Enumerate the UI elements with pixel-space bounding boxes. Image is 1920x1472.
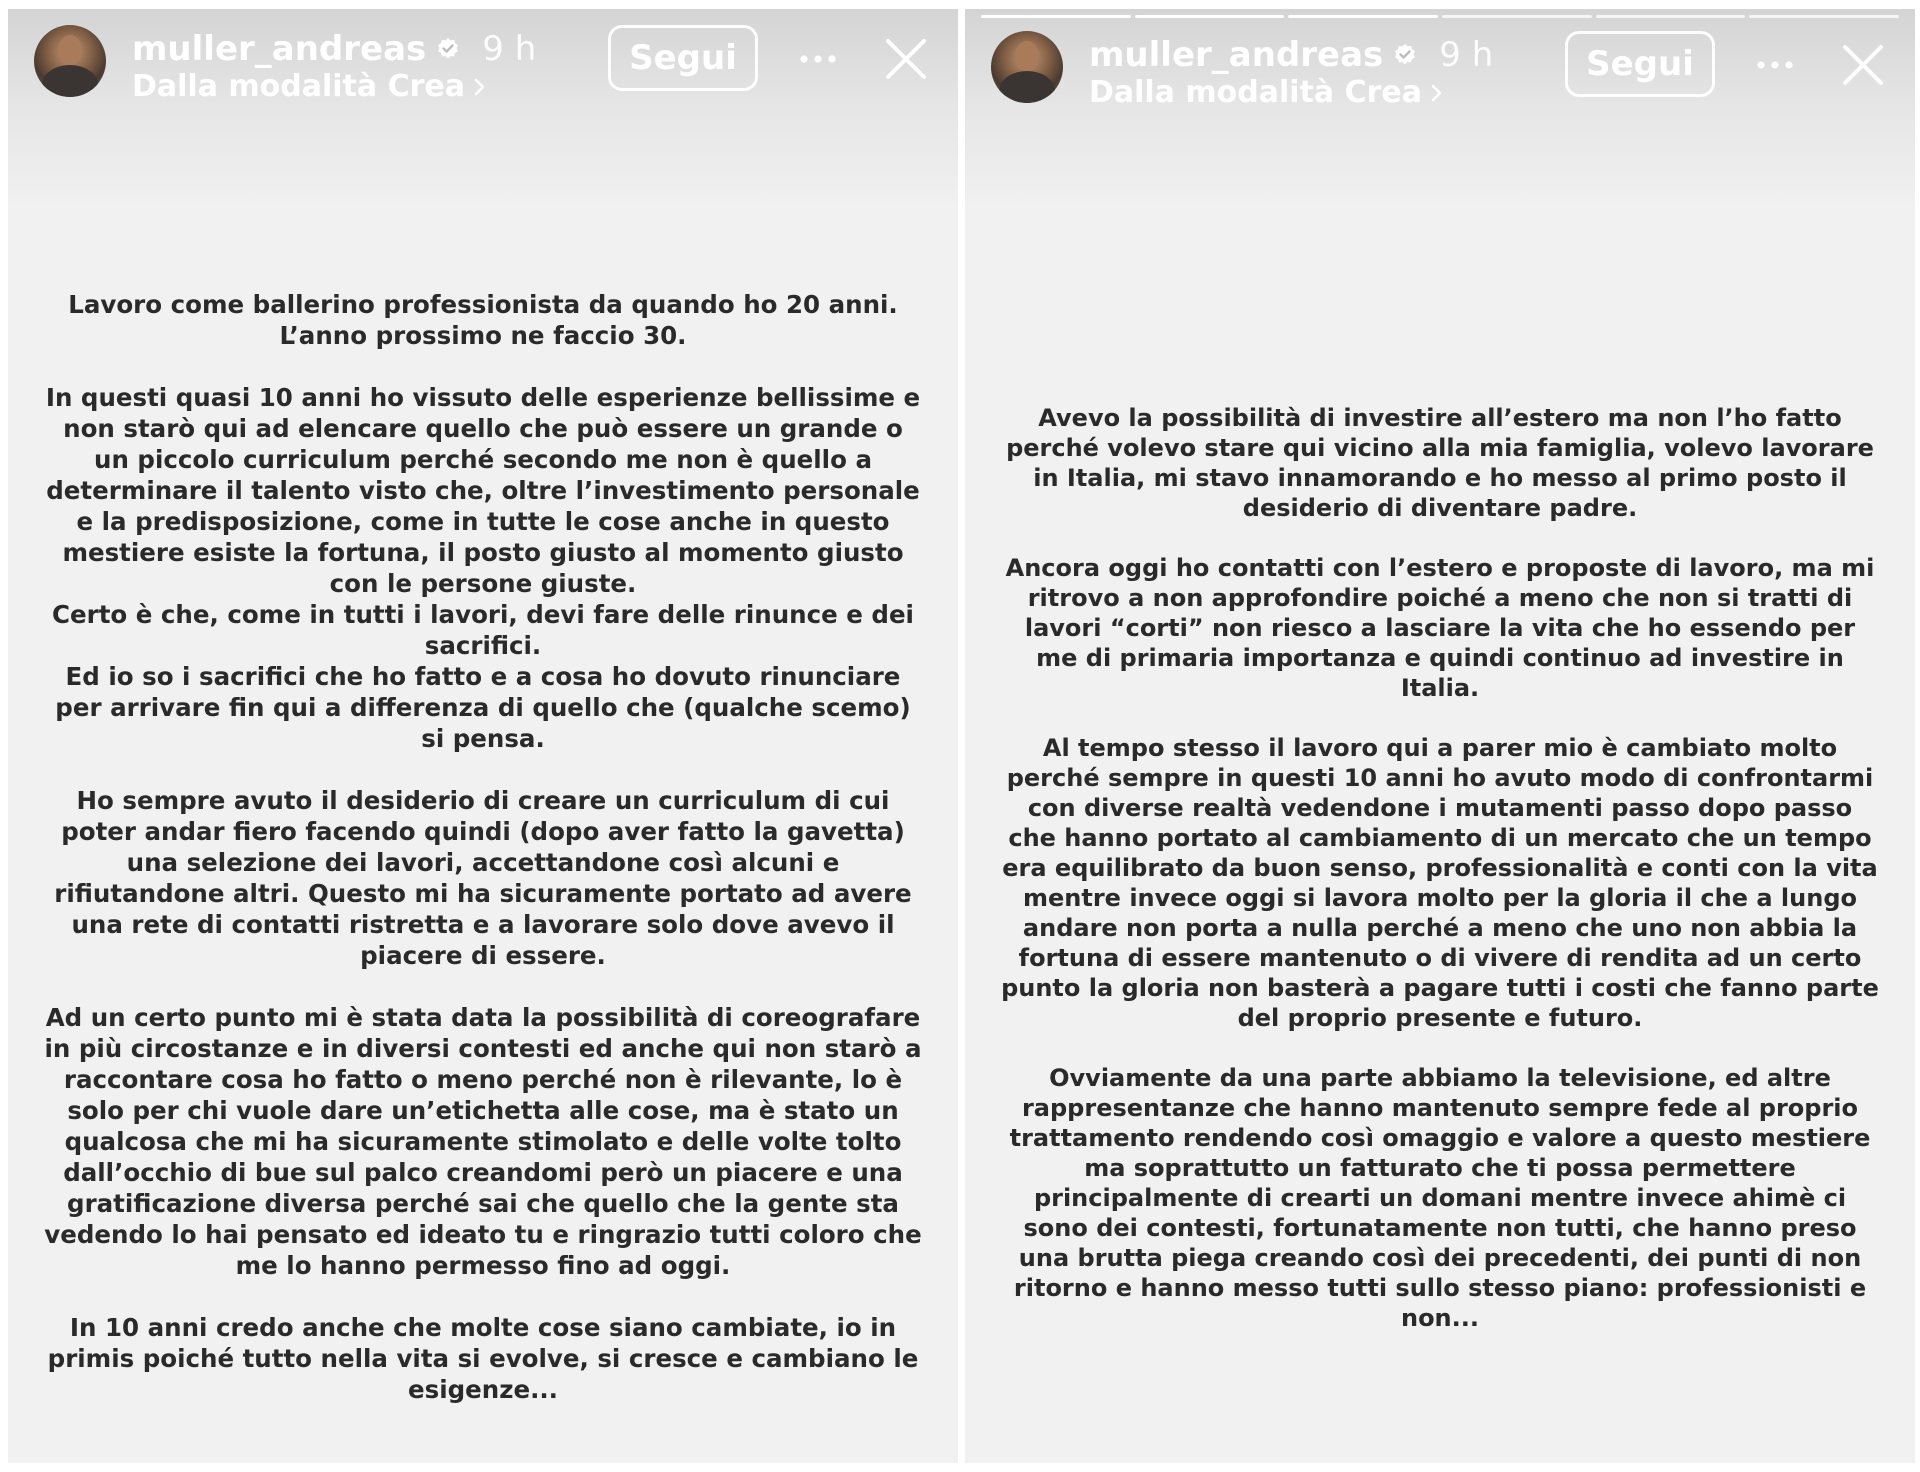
create-mode-link[interactable] — [1089, 75, 1444, 110]
story-paragraph: Ovviamente da una parte abbiamo la televisione, ed altre rappresentanze che hanno mantenuto sempre fede al proprio trattamento rendendo così omaggio e valore a questo mestiere ma soprattutto un fatturato che ti possa permettere principalmente di crearti un domani mentre invece ahimè ci sono dei contesti, fortunatamente non tutti, che hanno preso una brutta piega creando così dei precedenti, dei punti di non ritorno e hanno messo tutti sullo stesso piano: professionisti e non... — [1009, 1064, 1871, 1332]
avatar[interactable] — [991, 31, 1063, 103]
story-paragraph: Ho sempre avuto il desiderio di creare un curriculum di cui poter andar fiero facendo quindi (dopo aver fatto la gavetta) una selezione dei lavori, accettandone così alcuni e rifiutandone altri. Questo mi ha sicuramente portato ad avere una rete di contatti ristretta e a lavorare solo dove avevo il piacere di essere. — [54, 786, 912, 970]
progress-segment — [1596, 15, 1746, 18]
chevron-right-icon — [1430, 83, 1444, 103]
create-mode-label: Dalla modalità Crea — [132, 69, 465, 104]
progress-segment — [1288, 15, 1438, 18]
follow-button[interactable]: Segui — [608, 25, 758, 91]
story-progress-bar — [981, 15, 1899, 18]
progress-segment — [1135, 15, 1285, 18]
story-paragraph: Al tempo stesso il lavoro qui a parer mio è cambiato molto perché sempre in questi 10 anni ho avuto modo di confrontarmi con diverse realtà vedendone i mutamenti passo dopo passo che hanno portato al cambiamento di un mercato che un tempo era equilibrato da buon senso, professionalità e conti con la vita mentre invece oggi si lavora molto per la gloria il che a lungo andare non porta a nulla perché a meno che uno non abbia la fortuna di essere mantenuto o di vivere di rendita ad un certo punto la gloria non basterà a pagare tutti i costi che fanno parte del proprio presente e futuro. — [1001, 734, 1879, 1032]
progress-segment — [1749, 15, 1899, 18]
progress-segment — [1442, 15, 1592, 18]
close-icon[interactable] — [884, 37, 928, 81]
avatar[interactable] — [34, 25, 106, 97]
post-time: 9 h — [1439, 35, 1494, 75]
username[interactable]: muller_andreas — [132, 29, 427, 69]
follow-button[interactable]: Segui — [1565, 31, 1715, 97]
username[interactable]: muller_andreas — [1089, 35, 1384, 75]
progress-segment — [981, 15, 1131, 18]
more-options-icon[interactable] — [798, 53, 838, 65]
more-options-icon[interactable] — [1755, 59, 1795, 71]
create-mode-link[interactable] — [132, 69, 487, 104]
story-text — [44, 289, 922, 1436]
verified-badge-icon — [436, 37, 460, 61]
username-row — [1089, 35, 1493, 75]
story-header — [8, 9, 958, 209]
story-paragraph: In 10 anni credo anche che molte cose siano cambiate, io in primis poiché tutto nella vita si evolve, si cresce e cambiano le esigenze... — [47, 1313, 919, 1404]
post-time: 9 h — [482, 29, 537, 69]
story-panel-left — [8, 9, 958, 1463]
chevron-right-icon — [473, 77, 487, 97]
story-paragraph: Lavoro come ballerino professionista da quando ho 20 anni. L’anno prossimo ne faccio 30. — [68, 290, 898, 350]
story-paragraph: Ancora oggi ho contatti con l’estero e proposte di lavoro, ma mi ritrovo a non approfondire poiché a meno che non si tratti di lavori “corti” non riesco a lasciare la vita che ho essendo per me di primaria importanza e quindi continuo ad investire in Italia. — [1005, 554, 1875, 702]
create-mode-label: Dalla modalità Crea — [1089, 75, 1422, 110]
story-paragraph: Ad un certo punto mi è stata data la possibilità di coreografare in più circostanze e in diversi contesti ed anche qui non starò a raccontare cosa ho fatto o meno perché non è rilevante, lo è solo per chi vuole dare un’etichetta alle cose, ma è stato un qualcosa che mi ha sicuramente stimolato e delle volte tolto dall’occhio di bue sul palco creandomi però un piacere e una gratificazione diversa perché sai che quello che la gente sta vedendo lo hai pensato ed ideato tu e ringrazio tutti coloro che me lo hanno permesso fino ad oggi. — [44, 1003, 922, 1280]
story-paragraph: In questi quasi 10 anni ho vissuto delle esperienze bellissime e non starò qui ad elencare quello che può essere un grande o un piccolo curriculum perché secondo me non è quello a determinare il talento visto che, oltre l’investimento personale e la predisposizione, come in tutte le cose anche in questo mestiere esiste la fortuna, il posto giusto al momento giusto con le persone giuste. Certo è che, come in tutti i lavori, devi fare delle rinunce e dei sacrifici. Ed io so i sacrifici che ho fatto e a cosa ho dovuto rinunciare per arrivare fin qui a differenza di quello che (qualche scemo) si pensa. — [45, 383, 921, 753]
verified-badge-icon — [1393, 43, 1417, 67]
username-row — [132, 29, 536, 69]
story-header — [965, 9, 1915, 209]
story-panel-right — [965, 9, 1915, 1463]
story-text — [1001, 403, 1879, 1363]
story-paragraph: Avevo la possibilità di investire all’estero ma non l’ho fatto perché volevo stare qui vicino alla mia famiglia, volevo lavorare in Italia, mi stavo innamorando e ho messo al primo posto il desiderio di diventare padre. — [1006, 404, 1874, 522]
close-icon[interactable] — [1841, 43, 1885, 87]
